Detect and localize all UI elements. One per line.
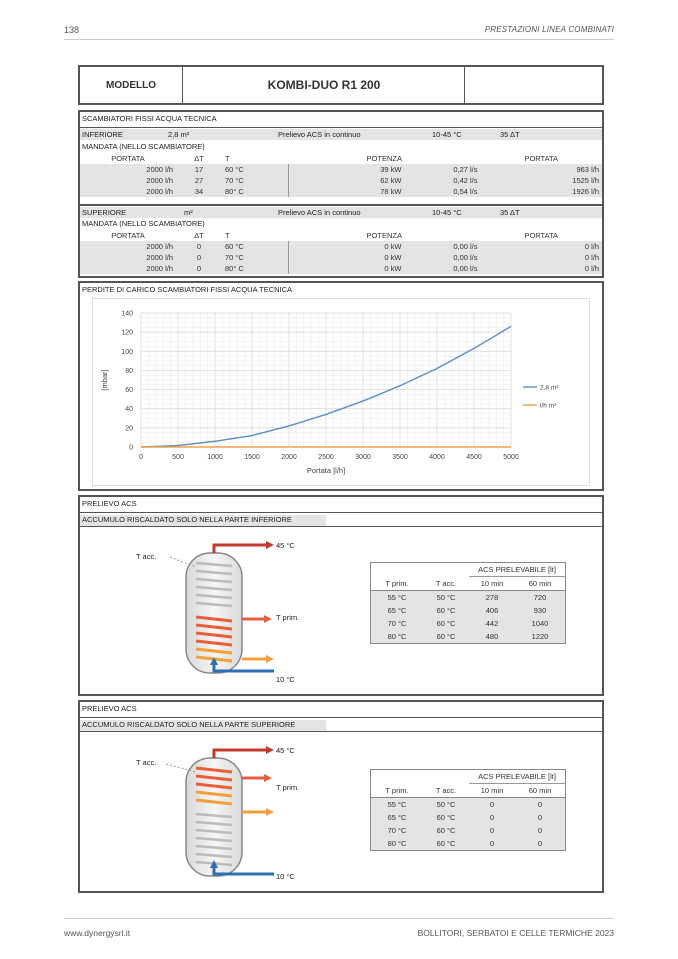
acs-cell: 80 °C — [387, 839, 407, 848]
acs-cell: 60 °C — [436, 619, 456, 628]
acs1-title: PRELIEVO ACS — [82, 499, 137, 508]
chart-box — [78, 281, 604, 491]
footer-rule — [64, 918, 614, 919]
superiore-label: SUPERIORE — [82, 208, 127, 217]
table-row — [80, 175, 602, 186]
superiore-delta: 35 ΔT — [500, 208, 520, 217]
acs-cell: 55 °C — [387, 593, 407, 602]
acs-cell: 406 — [485, 606, 499, 615]
table-row — [371, 630, 566, 644]
acs-cell: 65 °C — [387, 606, 407, 615]
table-row — [80, 252, 602, 263]
acs-cell: 60 °C — [436, 826, 456, 835]
acs-cell: 442 — [485, 619, 499, 628]
cell-t: 70 °C — [222, 175, 288, 186]
footer-website: www.dynergysrl.it — [64, 928, 131, 938]
acs-col: 60 min — [528, 786, 552, 795]
label-tacc: T acc. — [136, 758, 157, 767]
tank-diagram-upper — [130, 738, 310, 888]
cell-ls: 0,00 l/s — [453, 253, 478, 262]
x-tick-label: 4500 — [466, 454, 482, 461]
table-row — [80, 186, 602, 197]
cell-portata: 2000 l/h — [146, 165, 173, 174]
inferiore-prelievo: Prelievo ACS in continuo — [278, 130, 361, 139]
acs-cell: 0 — [489, 800, 495, 809]
x-tick-label: 2000 — [281, 454, 297, 461]
cell-ls: 0,27 l/s — [453, 165, 478, 174]
superiore-surface: m² — [184, 208, 193, 217]
acs-header: ACS PRELEVABILE [lt] — [469, 563, 566, 577]
cell-lh: 963 l/h — [576, 165, 599, 174]
acs-col: T prim. — [385, 785, 409, 795]
cell-ls: 0,42 l/s — [453, 176, 478, 185]
acs-cell: 0 — [537, 839, 543, 848]
chart — [92, 298, 590, 486]
cell-kw: 78 kW — [380, 187, 402, 196]
superiore-prelievo: Prelievo ACS in continuo — [278, 208, 361, 217]
acs-cell: 60 °C — [436, 632, 456, 641]
cell-dt: 0 — [196, 264, 202, 273]
col-portata: PORTATA — [111, 231, 145, 240]
cell-lh: 0 l/h — [584, 242, 599, 251]
acs-col: 10 min — [480, 786, 504, 795]
label-45: 45 °C — [276, 746, 295, 755]
acs-cell: 50 °C — [436, 593, 456, 602]
cell-portata: 2000 l/h — [146, 187, 173, 196]
col-portata2: PORTATA — [524, 154, 559, 163]
acs-col: T acc. — [435, 785, 457, 795]
exchangers-title: SCAMBIATORI FISSI ACQUA TECNICA — [82, 114, 217, 123]
inferiore-delta: 35 ΔT — [500, 130, 520, 139]
acs-cell: 930 — [533, 606, 547, 615]
table-row — [371, 604, 566, 617]
label-tacc: T acc. — [136, 552, 157, 561]
cell-kw: 0 kW — [384, 264, 402, 273]
cell-lh: 1926 l/h — [572, 187, 599, 196]
acs2-box — [78, 700, 604, 893]
table-row — [371, 811, 566, 824]
cell-kw: 62 kW — [380, 176, 402, 185]
acs-cell: 0 — [489, 813, 495, 822]
acs-cell: 0 — [537, 800, 543, 809]
footer-title: BOLLITORI, SERBATOI E CELLE TERMICHE 2023 — [417, 928, 614, 938]
cell-t: 60 °C — [222, 241, 288, 252]
acs2-title: PRELIEVO ACS — [82, 704, 137, 713]
cell-portata: 2000 l/h — [146, 253, 173, 262]
col-potenza: POTENZA — [366, 231, 402, 240]
cell-dt: 17 — [194, 165, 204, 174]
cell-dt: 34 — [194, 187, 204, 196]
cell-ls: 0,54 l/s — [453, 187, 478, 196]
inferiore-row — [80, 129, 602, 140]
cell-ls: 0,00 l/s — [453, 264, 478, 273]
acs-cell: 278 — [485, 593, 499, 602]
label-10: 10 °C — [276, 872, 295, 881]
table-row — [371, 837, 566, 851]
acs-cell: 480 — [485, 632, 499, 641]
cell-kw: 0 kW — [384, 242, 402, 251]
acs-col: T acc. — [435, 578, 457, 588]
table-row — [371, 798, 566, 812]
y-tick-label: 60 — [125, 387, 133, 395]
acs-header: ACS PRELEVABILE [lt] — [469, 770, 566, 784]
header-rule — [64, 39, 614, 40]
cell-kw: 0 kW — [384, 253, 402, 262]
acs-cell: 55 °C — [387, 800, 407, 809]
label-10: 10 °C — [276, 675, 295, 684]
x-tick-label: 3000 — [355, 454, 371, 461]
x-axis-label: Portata [l/h] — [306, 466, 346, 475]
acs-col: 60 min — [528, 579, 552, 588]
col-t: T — [225, 231, 230, 240]
x-tick-label: 5000 — [503, 454, 519, 461]
cell-t: 80° C — [222, 186, 288, 197]
acs1-subtitle: ACCUMULO RISCALDATO SOLO NELLA PARTE INFERIORE — [80, 515, 326, 526]
acs-cell: 70 °C — [387, 826, 407, 835]
cell-dt: 0 — [196, 253, 202, 262]
cell-ls: 0,00 l/s — [453, 242, 478, 251]
acs-cell: 60 °C — [436, 813, 456, 822]
col-dt: ΔT — [194, 154, 204, 163]
legend-label: l/h m² — [540, 402, 557, 410]
cell-lh: 0 l/h — [584, 253, 599, 262]
col-portata2: PORTATA — [524, 231, 559, 240]
x-tick-label: 1500 — [244, 454, 260, 461]
superiore-range: 10-45 °C — [432, 208, 462, 217]
acs-col: T prim. — [385, 578, 409, 588]
cell-portata: 2000 l/h — [146, 176, 173, 185]
col-portata: PORTATA — [111, 154, 145, 163]
acs2-table — [370, 769, 566, 851]
model-name: KOMBI-DUO R1 200 — [184, 67, 465, 103]
cell-dt: 0 — [196, 242, 202, 251]
acs-cell: 720 — [533, 593, 547, 602]
cell-portata: 2000 l/h — [146, 264, 173, 273]
acs-cell: 1040 — [531, 619, 549, 628]
table-row — [80, 241, 602, 252]
acs-cell: 80 °C — [387, 632, 407, 641]
table-row — [80, 164, 602, 175]
col-dt: ΔT — [194, 231, 204, 240]
col-potenza: POTENZA — [366, 154, 402, 163]
legend-label: 2,8 m² — [540, 384, 559, 392]
label-tprim: T prim. — [276, 613, 300, 622]
cell-t: 80° C — [222, 263, 288, 274]
label-tprim: T prim. — [276, 783, 300, 792]
acs-cell: 50 °C — [436, 800, 456, 809]
table-row — [371, 591, 566, 605]
x-tick-label: 500 — [172, 454, 184, 461]
label-45: 45 °C — [276, 541, 295, 550]
x-tick-label: 4000 — [429, 454, 445, 461]
x-tick-label: 1000 — [207, 454, 223, 461]
acs-cell: 60 °C — [436, 606, 456, 615]
y-axis-label: [mbar] — [100, 369, 109, 391]
acs2-subtitle: ACCUMULO RISCALDATO SOLO NELLA PARTE SUPERIORE — [80, 720, 326, 731]
exchangers-box — [78, 110, 604, 278]
cell-lh: 1525 l/h — [572, 176, 599, 185]
x-tick-label: 2500 — [318, 454, 334, 461]
x-tick-label: 3500 — [392, 454, 408, 461]
cell-kw: 39 kW — [380, 165, 402, 174]
y-tick-label: 100 — [121, 348, 133, 356]
page-number: 138 — [64, 25, 80, 35]
y-tick-label: 0 — [129, 444, 133, 452]
y-tick-label: 80 — [125, 367, 133, 375]
acs-cell: 0 — [489, 839, 495, 848]
inferiore-mandata: MANDATA (NELLO SCAMBIATORE) — [82, 142, 205, 151]
model-box — [78, 65, 604, 105]
y-tick-label: 140 — [121, 310, 133, 318]
superiore-mandata: MANDATA (NELLO SCAMBIATORE) — [82, 219, 205, 228]
cell-lh: 0 l/h — [584, 264, 599, 273]
y-tick-label: 20 — [125, 425, 133, 433]
x-tick-label: 0 — [139, 454, 143, 461]
inferiore-range: 10-45 °C — [432, 130, 462, 139]
y-tick-label: 40 — [125, 406, 133, 414]
inferiore-table — [80, 153, 602, 197]
tank-diagram-lower — [130, 533, 310, 688]
model-label: MODELLO — [80, 67, 183, 103]
acs-cell: 0 — [489, 826, 495, 835]
cell-dt: 27 — [194, 176, 204, 185]
section-title: PRESTAZIONI LINEA COMBINATI — [484, 25, 614, 34]
chart-title: PERDITE DI CARICO SCAMBIATORI FISSI ACQUA TECNICA — [82, 285, 293, 294]
table-row — [371, 617, 566, 630]
table-row — [80, 263, 602, 274]
cell-t: 60 °C — [222, 164, 288, 175]
acs1-box — [78, 495, 604, 696]
col-t: T — [225, 154, 230, 163]
table-row — [371, 824, 566, 837]
acs-cell: 0 — [537, 813, 543, 822]
acs-cell: 1220 — [531, 632, 549, 641]
superiore-table — [80, 230, 602, 274]
acs-cell: 0 — [537, 826, 543, 835]
acs-cell: 65 °C — [387, 813, 407, 822]
superiore-row — [80, 207, 602, 218]
cell-t: 70 °C — [222, 252, 288, 263]
acs1-table — [370, 562, 566, 644]
inferiore-label: INFERIORE — [82, 130, 123, 139]
inferiore-surface: 2,8 m² — [168, 130, 190, 139]
cell-portata: 2000 l/h — [146, 242, 173, 251]
acs-cell: 60 °C — [436, 839, 456, 848]
acs-cell: 70 °C — [387, 619, 407, 628]
y-tick-label: 120 — [121, 329, 133, 337]
acs-col: 10 min — [480, 579, 504, 588]
